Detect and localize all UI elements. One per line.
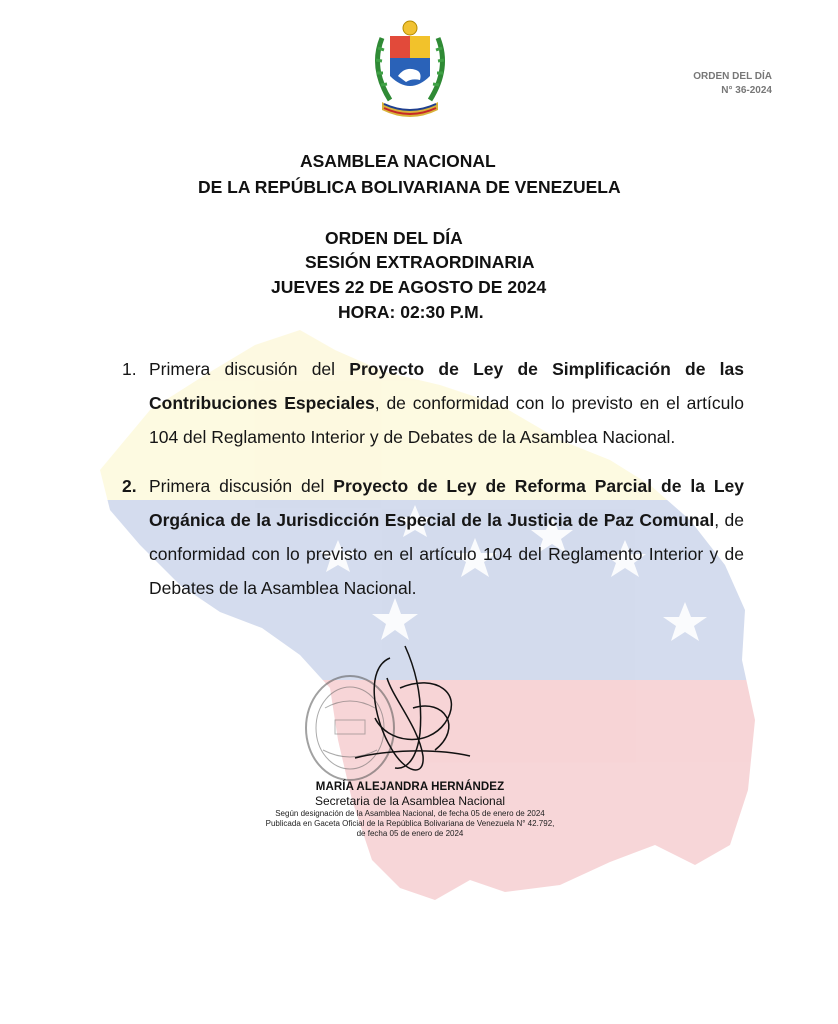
signer-designation: Según designación de la Asamblea Nacional, de fecha 05 de enero de 2024 <box>275 809 545 818</box>
agenda-item-number: 1. <box>122 359 137 379</box>
signer-role: Secretaria de la Asamblea Nacional <box>314 794 506 808</box>
institution-line-1: ASAMBLEA NACIONAL <box>300 151 496 171</box>
agenda-item-prefix: Primera discusión del <box>149 476 334 496</box>
agenda-list <box>122 352 744 620</box>
agenda-item-bill-title: Proyecto de Ley de Simplificación de las Contribuciones Especiales <box>149 359 745 413</box>
session-time: HORA: 02:30 P.M. <box>338 302 484 322</box>
agenda-item-bill-title: Proyecto de Ley de Reforma Parcial de la Ley Orgánica de la Jurisdicción Especial de la Justicia de Paz Comunal <box>149 476 745 530</box>
agenda-item-number: 2. <box>122 476 137 496</box>
agenda-item <box>122 352 744 454</box>
handwritten-signature <box>355 646 470 770</box>
reference-number: N° 36-2024 <box>721 85 772 96</box>
session-title: ORDEN DEL DÍA <box>325 228 463 248</box>
signer-name: MARÍA ALEJANDRA HERNÁNDEZ <box>315 781 505 793</box>
institution-line-2: DE LA REPÚBLICA BOLIVARIANA DE VENEZUELA <box>198 177 621 197</box>
signer-gazette-date: de fecha 05 de enero de 2024 <box>356 829 464 838</box>
agenda-item-suffix: , de conformidad con lo previsto en el artículo 104 del Reglamento Interior y de Debates de la Asamblea Nacional. <box>149 510 744 598</box>
agenda-item <box>122 469 744 605</box>
signer-block <box>250 780 570 839</box>
session-type: SESIÓN EXTRAORDINARIA <box>305 252 535 272</box>
reference-title: ORDEN DEL DÍA <box>693 71 772 82</box>
signer-gazette: Publicada en Gaceta Oficial de la República Bolivariana de Venezuela N° 42.792, <box>265 819 555 828</box>
session-date: JUEVES 22 DE AGOSTO DE 2024 <box>271 277 547 297</box>
document-reference <box>693 70 772 98</box>
agenda-item-suffix: , de conformidad con lo previsto en el artículo 104 del Reglamento Interior y de Debates de la Asamblea Nacional. <box>149 393 744 447</box>
agenda-item-prefix: Primera discusión del <box>149 359 350 379</box>
coat-of-arms-icon <box>360 18 460 124</box>
